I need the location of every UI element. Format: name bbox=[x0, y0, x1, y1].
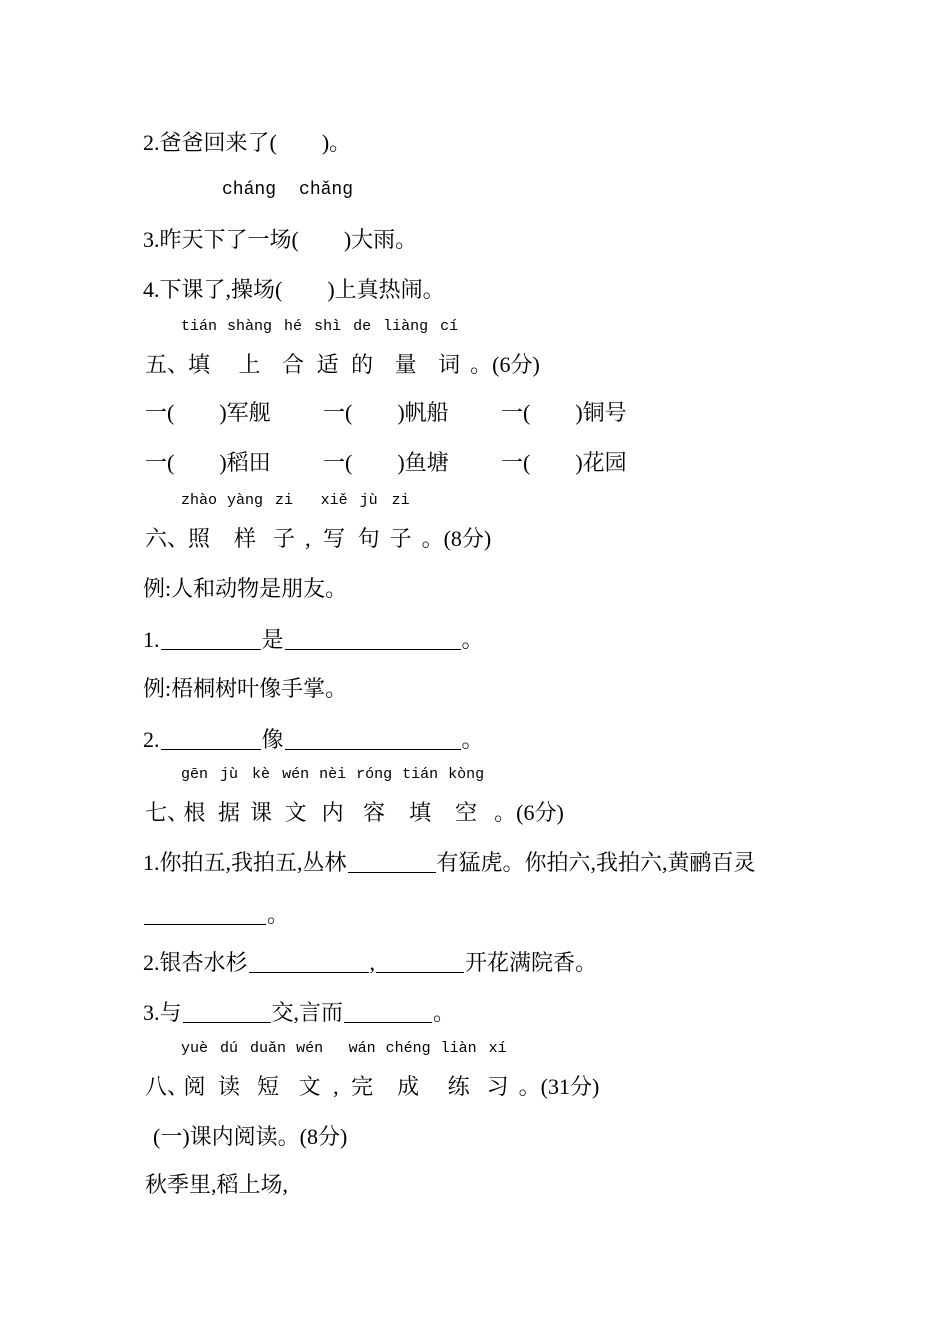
sentence-blank-1 bbox=[143, 627, 484, 653]
pinyin: wén bbox=[296, 1040, 324, 1057]
question-text: )大雨。 bbox=[343, 227, 418, 252]
section-6-heading bbox=[145, 492, 491, 552]
pinyin: kè bbox=[252, 766, 271, 783]
hanzi: 读 bbox=[218, 1074, 241, 1099]
hanzi: 的 bbox=[351, 352, 374, 377]
answer-blank bbox=[530, 419, 575, 420]
pinyin: chéng bbox=[385, 1040, 431, 1057]
underline-blank bbox=[144, 904, 266, 925]
pinyin: zhào bbox=[181, 492, 218, 509]
noun: 铜号 bbox=[582, 400, 627, 425]
pinyin: yuè bbox=[181, 1040, 209, 1057]
heading-char bbox=[227, 318, 272, 378]
pinyin: hé bbox=[284, 318, 303, 335]
pinyin: róng bbox=[356, 766, 393, 783]
question-text: 1.你拍五,我拍五,丛林 bbox=[143, 850, 347, 875]
measure-word-item bbox=[145, 450, 271, 476]
underline-blank bbox=[183, 1002, 271, 1023]
answer-blank bbox=[299, 246, 344, 247]
question-number: 2. bbox=[143, 727, 160, 752]
hanzi: 根 bbox=[183, 800, 206, 825]
hanzi: 阅 bbox=[183, 1074, 206, 1099]
hanzi: 课 bbox=[250, 800, 273, 825]
measure-word-item bbox=[145, 400, 271, 426]
question-text: 开花满院香。 bbox=[465, 950, 598, 975]
measure-word-item bbox=[501, 400, 627, 426]
underline-blank bbox=[285, 629, 461, 650]
heading-char bbox=[250, 766, 272, 826]
section-points: 。(31分) bbox=[518, 1074, 600, 1099]
comma: , bbox=[333, 1074, 339, 1099]
hanzi: 句 bbox=[357, 526, 380, 551]
heading-char bbox=[319, 766, 346, 826]
heading-char bbox=[282, 766, 309, 826]
hanzi: 文 bbox=[298, 1074, 321, 1099]
pinyin: kòng bbox=[448, 766, 485, 783]
underline-blank bbox=[285, 729, 461, 750]
heading-char bbox=[358, 492, 380, 552]
question-4-2 bbox=[143, 130, 351, 156]
blank-close: ) bbox=[219, 450, 227, 475]
pinyin: gēn bbox=[181, 766, 209, 783]
pinyin: zi bbox=[275, 492, 294, 509]
measure-word-item bbox=[501, 450, 627, 476]
section-number: 六、 bbox=[145, 526, 190, 551]
pinyin-option-1: cháng bbox=[222, 180, 277, 200]
section-number: 七、 bbox=[145, 800, 190, 825]
answer-blank bbox=[352, 469, 397, 470]
pinyin: liàn bbox=[440, 1040, 477, 1057]
question-text: , bbox=[369, 950, 376, 975]
hanzi: 短 bbox=[257, 1074, 280, 1099]
sentence-end: 。 bbox=[461, 727, 484, 752]
pinyin: nèi bbox=[319, 766, 347, 783]
answer-blank bbox=[352, 419, 397, 420]
question-text: 4.下课了,操场( bbox=[143, 277, 283, 302]
section-7-heading bbox=[145, 766, 564, 826]
heading-char bbox=[402, 766, 438, 826]
poem-line-1: 秋季里,稻上场, bbox=[145, 1172, 289, 1197]
heading-char bbox=[441, 1040, 477, 1100]
blank-open: 一( bbox=[501, 450, 531, 475]
blank-close: ) bbox=[397, 400, 405, 425]
pinyin: wán bbox=[348, 1040, 376, 1057]
reading-part-1-title: (一)课内阅读。(8分) bbox=[153, 1124, 348, 1149]
hanzi: 子 bbox=[273, 526, 296, 551]
section-points: 。(6分) bbox=[494, 800, 564, 825]
comma: , bbox=[305, 526, 311, 551]
example-sentence-2: 例:梧桐树叶像手掌。 bbox=[143, 676, 348, 701]
underline-blank bbox=[161, 629, 261, 650]
blank-open: 一( bbox=[323, 400, 353, 425]
question-4-3 bbox=[143, 227, 417, 253]
heading-char bbox=[181, 492, 217, 552]
answer-blank bbox=[530, 469, 575, 470]
blank-close: ) bbox=[219, 400, 227, 425]
pinyin: shì bbox=[314, 318, 342, 335]
heading-char bbox=[181, 318, 217, 378]
measure-word-item bbox=[323, 450, 449, 476]
hanzi: 写 bbox=[323, 526, 346, 551]
heading-char bbox=[321, 492, 348, 552]
blank-open: 一( bbox=[323, 450, 353, 475]
fill-blank-7-1 bbox=[143, 850, 756, 876]
heading-char bbox=[386, 1040, 431, 1100]
blank-close: ) bbox=[575, 450, 583, 475]
underline-blank bbox=[249, 952, 369, 973]
noun: 帆船 bbox=[404, 400, 449, 425]
hanzi: 照 bbox=[188, 526, 211, 551]
sentence-end: 。 bbox=[461, 627, 484, 652]
noun: 鱼塘 bbox=[404, 450, 449, 475]
heading-char bbox=[227, 492, 263, 552]
section-number: 八、 bbox=[145, 1074, 190, 1099]
measure-word-item bbox=[323, 400, 449, 426]
question-text: 3.与 bbox=[143, 1000, 182, 1025]
noun: 稻田 bbox=[226, 450, 271, 475]
heading-char bbox=[218, 766, 240, 826]
blank-close: ) bbox=[397, 450, 405, 475]
heading-char bbox=[448, 766, 484, 826]
pinyin: tián bbox=[181, 318, 218, 335]
sentence-blank-2 bbox=[143, 727, 484, 753]
heading-char bbox=[351, 318, 373, 378]
heading-char bbox=[273, 492, 295, 552]
example-sentence-1: 例:人和动物是朋友。 bbox=[143, 576, 348, 601]
question-text: 3.昨天下了一场( bbox=[143, 227, 299, 252]
underline-blank bbox=[348, 852, 436, 873]
blank-open: 一( bbox=[501, 400, 531, 425]
hanzi: 合 bbox=[282, 352, 305, 377]
pinyin: xí bbox=[488, 1040, 507, 1057]
heading-char bbox=[356, 766, 392, 826]
hanzi: 据 bbox=[218, 800, 241, 825]
heading-char bbox=[282, 318, 304, 378]
heading-char bbox=[438, 318, 460, 378]
hanzi: 空 bbox=[455, 800, 478, 825]
fill-blank-7-2 bbox=[143, 950, 597, 976]
noun: 花园 bbox=[582, 450, 627, 475]
hanzi: 样 bbox=[234, 526, 257, 551]
sentence-end: 。 bbox=[267, 902, 290, 927]
pinyin: dú bbox=[220, 1040, 239, 1057]
hanzi: 完 bbox=[351, 1074, 374, 1099]
blank-open: 一( bbox=[145, 400, 175, 425]
pinyin: liàng bbox=[383, 318, 429, 335]
hanzi: 适 bbox=[316, 352, 339, 377]
pinyin: xiě bbox=[320, 492, 348, 509]
section-8-heading bbox=[145, 1040, 599, 1100]
hanzi: 习 bbox=[486, 1074, 509, 1099]
question-text: 2.爸爸回来了( bbox=[143, 130, 277, 155]
blank-close: ) bbox=[575, 400, 583, 425]
pinyin: cí bbox=[440, 318, 459, 335]
hanzi: 子 bbox=[389, 526, 412, 551]
question-text: )上真热闹。 bbox=[327, 277, 445, 302]
connector-word: 像 bbox=[261, 727, 284, 752]
hanzi: 填 bbox=[188, 352, 211, 377]
pinyin: shàng bbox=[227, 318, 273, 335]
answer-blank bbox=[174, 469, 219, 470]
pinyin: jù bbox=[220, 766, 239, 783]
underline-blank bbox=[376, 952, 464, 973]
heading-char bbox=[314, 318, 341, 378]
underline-blank bbox=[161, 729, 261, 750]
pinyin: zi bbox=[391, 492, 410, 509]
heading-char bbox=[181, 766, 208, 826]
heading-char bbox=[250, 1040, 286, 1100]
hanzi: 上 bbox=[238, 352, 261, 377]
hanzi: 容 bbox=[363, 800, 386, 825]
pinyin: tián bbox=[402, 766, 439, 783]
heading-char bbox=[487, 1040, 509, 1100]
question-text: 有猛虎。你拍六,我拍六,黄鹂百灵 bbox=[436, 850, 756, 875]
connector-word: 是 bbox=[261, 627, 284, 652]
heading-char bbox=[390, 492, 412, 552]
pinyin-option-2: chǎng bbox=[299, 180, 354, 200]
hanzi: 量 bbox=[394, 352, 417, 377]
hanzi: 填 bbox=[409, 800, 432, 825]
answer-blank bbox=[277, 149, 322, 150]
heading-punct bbox=[305, 492, 311, 552]
question-text: 交,言而 bbox=[271, 1000, 344, 1025]
answer-blank bbox=[282, 296, 327, 297]
noun: 军舰 bbox=[226, 400, 271, 425]
question-number: 1. bbox=[143, 627, 160, 652]
heading-char bbox=[296, 1040, 323, 1100]
question-4-4 bbox=[143, 277, 445, 303]
heading-char bbox=[181, 1040, 208, 1100]
heading-char bbox=[383, 318, 428, 378]
pinyin-options bbox=[222, 179, 376, 201]
fill-blank-7-1-continued bbox=[143, 902, 289, 928]
pinyin: duǎn bbox=[250, 1040, 287, 1057]
hanzi: 词 bbox=[438, 352, 461, 377]
heading-char bbox=[218, 1040, 240, 1100]
hanzi: 文 bbox=[284, 800, 307, 825]
heading-char bbox=[349, 1040, 376, 1100]
pinyin: yàng bbox=[227, 492, 264, 509]
question-text: )。 bbox=[321, 130, 352, 155]
section-number: 五、 bbox=[145, 352, 190, 377]
hanzi: 内 bbox=[321, 800, 344, 825]
section-5-heading bbox=[145, 318, 540, 378]
pinyin: wén bbox=[282, 766, 310, 783]
hanzi: 成 bbox=[397, 1074, 420, 1099]
underline-blank bbox=[344, 1002, 432, 1023]
fill-blank-7-3 bbox=[143, 1000, 455, 1026]
answer-blank bbox=[174, 419, 219, 420]
blank-open: 一( bbox=[145, 450, 175, 475]
hanzi: 练 bbox=[447, 1074, 470, 1099]
heading-punct bbox=[333, 1040, 339, 1100]
sentence-end: 。 bbox=[433, 1000, 456, 1025]
pinyin: jù bbox=[359, 492, 378, 509]
section-points: 。(6分) bbox=[470, 352, 540, 377]
section-points: 。(8分) bbox=[421, 526, 492, 551]
pinyin: de bbox=[353, 318, 372, 335]
question-text: 2.银杏水杉 bbox=[143, 950, 248, 975]
